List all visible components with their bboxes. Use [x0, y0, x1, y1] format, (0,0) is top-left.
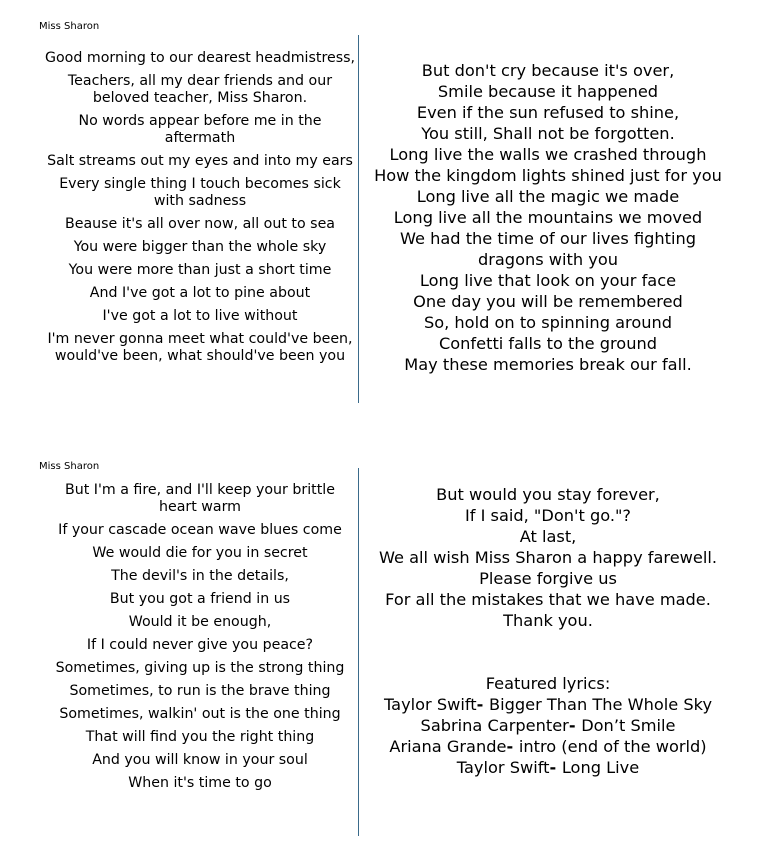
lyric-line: Even if the sun refused to shine, [416, 103, 680, 122]
featured-item [366, 757, 730, 778]
lyric-line: We all wish Miss Sharon a happy farewell. [378, 548, 718, 567]
lyric-line: The devil's in the details, [111, 568, 289, 584]
featured-song: intro (end of the world) [518, 737, 707, 756]
lyric-line: Beause it's all over now, all out to sea [64, 216, 335, 232]
featured-item [366, 694, 730, 715]
spacer [366, 631, 730, 673]
featured-separator: - [476, 695, 489, 714]
lyric-line: At last, [519, 527, 577, 546]
lyric-line: Smile because it happened [437, 82, 659, 101]
lyric-line: If I could never give you peace? [86, 637, 314, 653]
featured-separator: - [549, 758, 562, 777]
lyric-line: You still, Shall not be forgotten. [421, 124, 675, 143]
featured-title: Featured lyrics: [485, 674, 611, 693]
lyric-line: But I'm a fire, and I'll keep your brittle heart warm [65, 482, 335, 515]
lyric-line: I've got a lot to live without [102, 308, 298, 324]
page-header: Miss Sharon [39, 461, 100, 472]
lyric-line: Long live all the magic we made [416, 187, 680, 206]
lyric-line: Every single thing I touch becomes sick with sadness [59, 176, 341, 209]
column-divider [358, 35, 359, 403]
lyric-line: For all the mistakes that we have made. [385, 590, 711, 609]
lyric-line: If your cascade ocean wave blues come [58, 522, 342, 538]
featured-artist: Taylor Swift [383, 695, 477, 714]
lyric-line: I'm never gonna meet what could've been, would've been, what should've been you [47, 331, 353, 364]
lyric-line: And you will know in your soul [92, 752, 308, 768]
lyric-line: Salt streams out my eyes and into my ears [47, 153, 353, 169]
left-column [44, 50, 356, 371]
featured-item [366, 715, 730, 736]
lyric-line: Would it be enough, [128, 614, 272, 630]
lyric-line: Sometimes, walkin' out is the one thing [59, 706, 341, 722]
lyric-line: You were more than just a short time [68, 262, 332, 278]
lyric-line: Long live that look on your face [419, 271, 677, 290]
left-column [44, 482, 356, 798]
lyric-line: And I've got a lot to pine about [89, 285, 311, 301]
featured-artist: Sabrina Carpenter [420, 716, 569, 735]
column-divider [358, 468, 359, 836]
lyrics-page-2 [0, 440, 768, 866]
lyric-line: You were bigger than the whole sky [73, 239, 327, 255]
lyric-line: Confetti falls to the ground [438, 334, 658, 353]
lyric-line: No words appear before me in the aftermath [78, 113, 322, 146]
lyric-line: We had the time of our lives fighting dragons with you [399, 229, 697, 269]
page-header: Miss Sharon [39, 21, 100, 32]
lyric-line: Please forgive us [479, 569, 617, 588]
featured-separator: - [568, 716, 582, 735]
lyric-line: May these memories break our fall. [404, 355, 692, 374]
lyric-line: Thank you. [503, 611, 593, 630]
lyric-line: Sometimes, giving up is the strong thing [55, 660, 345, 676]
lyric-line: When it's time to go [128, 775, 272, 791]
lyric-line: One day you will be remembered [413, 292, 683, 311]
featured-song: Bigger Than The Whole Sky [488, 695, 713, 714]
lyric-line: But would you stay forever, [436, 485, 660, 504]
right-column [366, 484, 730, 778]
lyric-line: So, hold on to spinning around [423, 313, 673, 332]
lyric-line: Long live all the mountains we moved [393, 208, 703, 227]
featured-artist: Taylor Swift [456, 758, 550, 777]
lyric-line: Good morning to our dearest headmistress, [45, 50, 355, 66]
lyric-line: That will find you the right thing [85, 729, 315, 745]
featured-separator: - [506, 737, 519, 756]
featured-song: Long Live [561, 758, 640, 777]
featured-song: Don’t Smile [581, 716, 676, 735]
lyric-line: How the kingdom lights shined just for you [374, 166, 722, 185]
featured-item [366, 736, 730, 757]
lyric-line: Sometimes, to run is the brave thing [69, 683, 331, 699]
lyric-line: But you got a friend in us [109, 591, 291, 607]
lyric-line: If I said, "Don't go."? [464, 506, 632, 525]
lyric-line: We would die for you in secret [92, 545, 308, 561]
featured-artist: Ariana Grande [389, 737, 507, 756]
right-column [366, 60, 730, 375]
lyric-line: Teachers, all my dear friends and our beloved teacher, Miss Sharon. [67, 73, 333, 106]
lyric-line: Long live the walls we crashed through [389, 145, 707, 164]
lyric-line: But don't cry because it's over, [421, 61, 675, 80]
